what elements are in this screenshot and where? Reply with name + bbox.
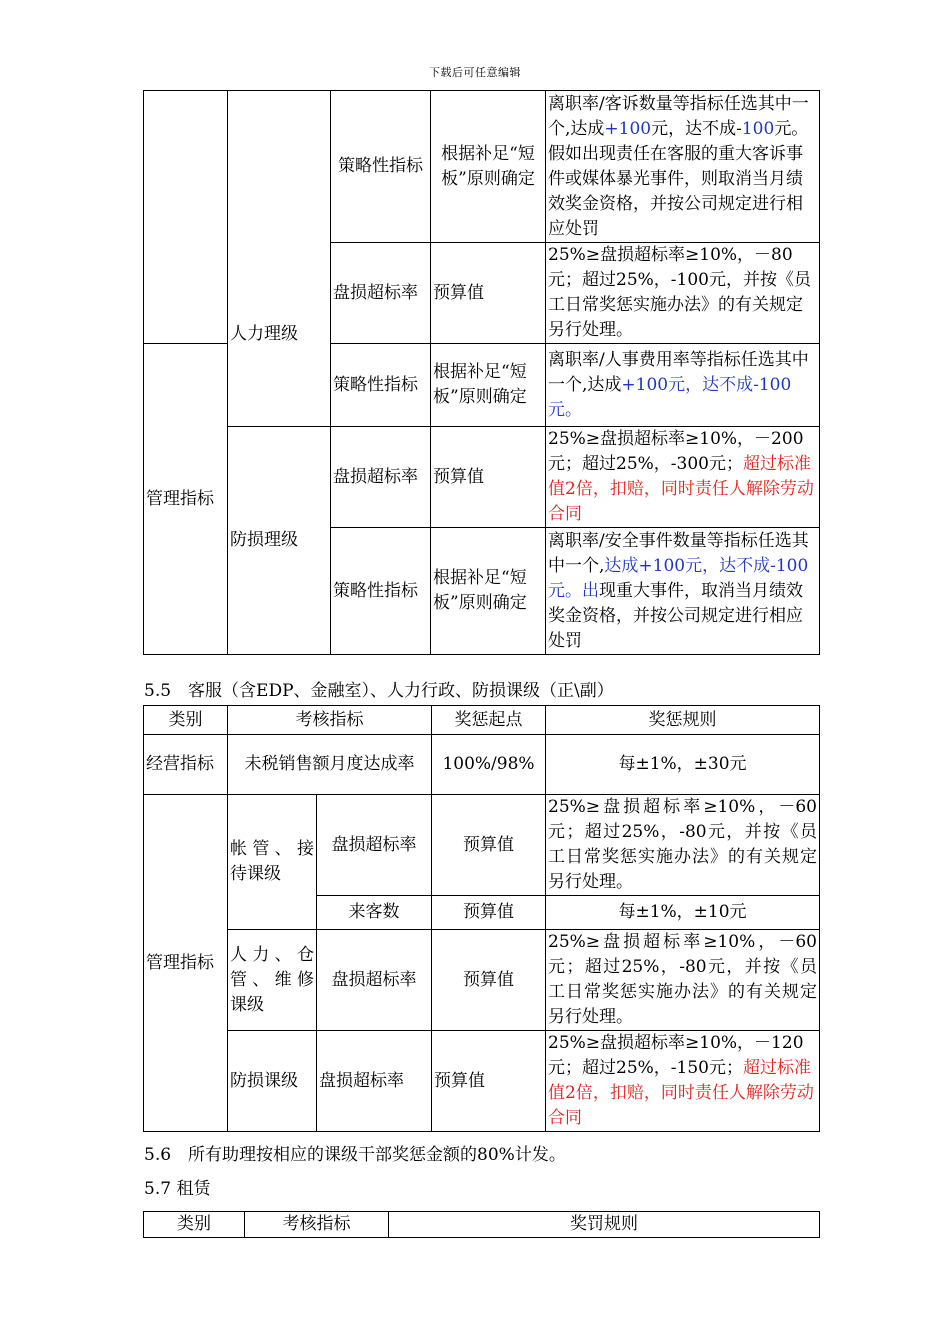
group-label: 防损课级	[228, 1031, 317, 1132]
start-cell: 根据补足“短板”原则确定	[431, 344, 546, 427]
metric-cell: 盘损超标率	[317, 1031, 432, 1132]
metric-cell: 策略性指标	[331, 528, 431, 655]
rule-cell: 25%≥盘损超标率≥10%，－200元；超过25%，-300元；超过标准值2倍，扣赔，同时责任人解除劳动合同	[546, 427, 820, 528]
metric-cell: 来客数	[317, 896, 432, 930]
page-header: 下载后可任意编辑	[429, 66, 521, 79]
group-label: 帐管、接待课级	[228, 795, 317, 930]
metric-cell: 未税销售额月度达成率	[228, 735, 432, 795]
table-row	[144, 243, 820, 344]
header-start: 奖惩起点	[432, 706, 546, 735]
rule-cell: 离职率/安全事件数量等指标任选其中一个,达成+100元，达不成-100元。出现重大事件，取消当月绩效奖金资格，并按公司规定进行相应处罚	[546, 528, 820, 655]
rule-cell: 25%≥盘损超标率≥10%，－80元；超过25%，-100元，并按《员工日常奖惩实施办法》的有关规定另行处理。	[546, 243, 820, 344]
start-cell: 100%/98%	[432, 735, 546, 795]
start-cell: 预算值	[432, 930, 546, 1031]
section-5-6-text: 5.6 所有助理按相应的课级干部奖惩金额的80%计发。	[144, 1145, 566, 1165]
table-header-row	[144, 706, 820, 735]
rule-cell: 离职率/客诉数量等指标任选其中一个,达成+100元，达不成-100元。假如出现责任在客服的重大客诉事件或媒体暴光事件，则取消当月绩效奖金资格，并按公司规定进行相应处罚	[546, 91, 820, 243]
metric-cell: 策略性指标	[331, 91, 431, 243]
incentive-table-5-5	[143, 705, 820, 1132]
metric-cell: 盘损超标率	[331, 427, 431, 528]
rule-cell: 离职率/人事费用率等指标任选其中一个,达成+100元，达不成-100元。	[546, 344, 820, 427]
header-category: 类别	[144, 706, 228, 735]
metric-cell: 盘损超标率	[317, 930, 432, 1031]
table-row	[144, 735, 820, 795]
table-row	[144, 91, 820, 243]
start-cell: 预算值	[432, 1031, 546, 1132]
metric-cell: 盘损超标率	[317, 795, 432, 896]
header-metric: 考核指标	[245, 1212, 389, 1238]
start-cell: 预算值	[431, 243, 546, 344]
rule-cell: 25%≥盘损超标率≥10%，－60元；超过25%，-80元，并按《员工日常奖惩实施办法》的有关规定另行处理。	[546, 795, 820, 896]
rule-cell: 25%≥盘损超标率≥10%，－60元；超过25%，-80元，并按《员工日常奖惩实施办法》的有关规定另行处理。	[546, 930, 820, 1031]
category-label: 管理指标	[144, 795, 228, 1132]
category-label: 经营指标	[144, 735, 228, 795]
start-cell: 预算值	[432, 795, 546, 896]
group-label: 人力、仓管、维修课级	[228, 930, 317, 1031]
start-cell: 预算值	[432, 896, 546, 930]
table-row	[144, 795, 820, 896]
table-row	[144, 427, 820, 528]
incentive-table-continued	[143, 90, 820, 655]
section-5-5-heading: 5.5 客服（含EDP、金融室）、人力行政、防损课级（正\副）	[144, 681, 614, 701]
start-cell: 根据补足“短板”原则确定	[431, 528, 546, 655]
table-header-row	[144, 1212, 820, 1238]
header-metric: 考核指标	[228, 706, 432, 735]
start-cell: 根据补足“短板”原则确定	[431, 91, 546, 243]
rental-table	[143, 1211, 820, 1238]
section-5-7-heading: 5.7 租赁	[144, 1179, 211, 1199]
rule-cell: 每±1%，±30元	[546, 735, 820, 795]
header-rule: 奖罚规则	[389, 1212, 820, 1238]
rule-cell: 25%≥盘损超标率≥10%，－120元；超过25%，-150元；超过标准值2倍，扣赔，同时责任人解除劳动合同	[546, 1031, 820, 1132]
group-label: 人力理级	[228, 243, 331, 427]
table-row	[144, 930, 820, 1031]
header-category: 类别	[144, 1212, 245, 1238]
start-cell: 预算值	[431, 427, 546, 528]
group-label: 防损理级	[228, 427, 331, 655]
metric-cell: 盘损超标率	[331, 243, 431, 344]
header-rule: 奖惩规则	[546, 706, 820, 735]
category-label: 管理指标	[144, 344, 228, 655]
table-row	[144, 1031, 820, 1132]
metric-cell: 策略性指标	[331, 344, 431, 427]
rule-cell: 每±1%，±10元	[546, 896, 820, 930]
